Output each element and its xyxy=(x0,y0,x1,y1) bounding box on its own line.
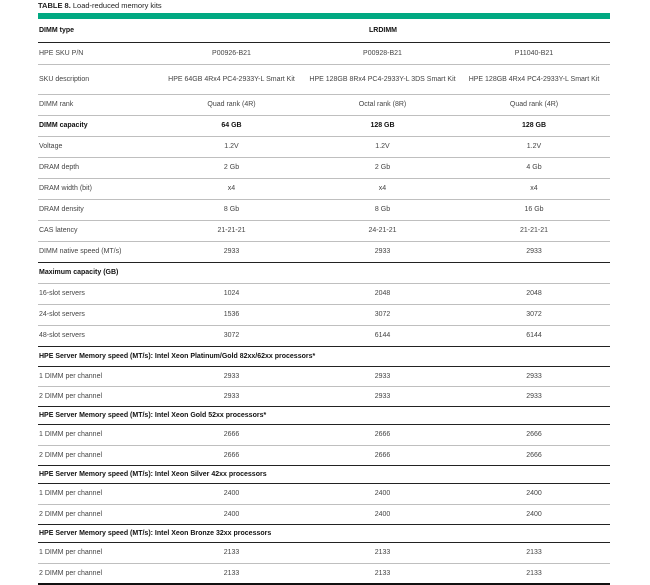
table-row xyxy=(38,115,610,136)
cell-value: 6144 xyxy=(526,332,542,339)
cell-value: 2933 xyxy=(223,392,240,400)
cell-value: 2933 xyxy=(223,372,240,380)
table-row xyxy=(38,157,610,178)
table-row xyxy=(38,94,610,115)
row-label: 2 DIMM per channel xyxy=(39,392,103,400)
cell-value: 2933 xyxy=(374,392,391,400)
row-label: DRAM width (bit) xyxy=(39,185,92,192)
cell-value: 21-21-21 xyxy=(217,227,246,234)
table-row xyxy=(38,445,610,465)
table-row xyxy=(38,64,610,94)
table-number: TABLE 8. xyxy=(38,1,71,10)
table-row xyxy=(38,178,610,199)
cell-value: 2666 xyxy=(526,431,542,438)
table-row xyxy=(38,42,610,64)
memory-kits-table xyxy=(38,20,610,585)
row-label: DRAM density xyxy=(39,206,84,213)
table-row xyxy=(38,136,610,157)
header-dimm-type: LRDIMM xyxy=(369,27,397,35)
cell-value: 2933 xyxy=(374,248,391,255)
cell-value: 2666 xyxy=(223,431,240,438)
row-label: 48-slot servers xyxy=(39,332,85,339)
table-row xyxy=(38,504,610,524)
cell-value: 2400 xyxy=(223,490,240,497)
section-heading: HPE Server Memory speed (MT/s): Intel Xeon Silver 42xx processors xyxy=(38,465,610,483)
cell-value: HPE 128GB 4Rx4 PC4-2933Y-L Smart Kit xyxy=(468,75,600,83)
cell-value: 2400 xyxy=(374,490,391,497)
cell-value: 2400 xyxy=(526,510,542,518)
section-heading: HPE Server Memory speed (MT/s): Intel Xeon Platinum/Gold 82xx/62xx processors* xyxy=(38,346,610,366)
row-label: 2 DIMM per channel xyxy=(39,510,103,518)
header-label: DIMM type xyxy=(39,27,74,35)
cell-value: 2400 xyxy=(526,490,542,497)
table-row xyxy=(38,424,610,445)
accent-bar xyxy=(38,13,610,19)
cell-value: 16 Gb xyxy=(524,206,544,213)
cell-value: 1.2V xyxy=(375,143,390,150)
section-row xyxy=(38,346,610,366)
row-label: 16-slot servers xyxy=(39,290,85,297)
table-row xyxy=(38,283,610,304)
cell-value: x4 xyxy=(378,185,387,192)
cell-value: 2666 xyxy=(374,431,391,438)
cell-value: P00928-B21 xyxy=(363,49,402,57)
table-caption xyxy=(38,1,162,10)
cell-value: P00926-B21 xyxy=(212,49,251,57)
row-label: CAS latency xyxy=(39,227,78,234)
cell-value: HPE 128GB 8Rx4 PC4-2933Y-L 3DS Smart Kit xyxy=(309,75,456,83)
cell-value: 128 GB xyxy=(521,122,547,129)
cell-value: 21-21-21 xyxy=(519,227,549,234)
cell-value: 128 GB xyxy=(370,122,395,129)
cell-value: 6144 xyxy=(374,332,391,339)
cell-value: x4 xyxy=(530,185,538,192)
table-row xyxy=(38,325,610,346)
row-label: 1 DIMM per channel xyxy=(39,490,103,497)
table-header-row xyxy=(38,20,610,42)
cell-value: Quad rank (4R) xyxy=(509,101,559,108)
section-row xyxy=(38,262,610,283)
cell-value: 2666 xyxy=(223,451,240,459)
row-label: 2 DIMM per channel xyxy=(39,451,103,459)
cell-value: 2133 xyxy=(526,549,542,556)
cell-value: 2133 xyxy=(526,569,542,577)
row-label: 2 DIMM per channel xyxy=(39,569,103,577)
cell-value: 2400 xyxy=(374,510,391,518)
cell-value: 3072 xyxy=(374,311,391,318)
cell-value: 2133 xyxy=(223,549,240,556)
cell-value: 2400 xyxy=(223,510,240,518)
cell-value: 2 Gb xyxy=(374,164,391,171)
cell-value: 3072 xyxy=(526,311,542,318)
cell-value: 2133 xyxy=(374,549,391,556)
row-label: DRAM depth xyxy=(39,164,80,171)
table-row xyxy=(38,563,610,584)
cell-value: 1024 xyxy=(223,290,240,297)
cell-value: 1536 xyxy=(223,311,240,318)
table-row xyxy=(38,220,610,241)
table-row xyxy=(38,483,610,504)
table-row xyxy=(38,241,610,262)
row-label: DIMM native speed (MT/s) xyxy=(39,248,122,255)
cell-value: 2933 xyxy=(526,248,542,255)
section-row xyxy=(38,524,610,542)
cell-value: 3072 xyxy=(223,332,240,339)
cell-value: 64 GB xyxy=(221,122,242,129)
cell-value: Quad rank (4R) xyxy=(207,101,256,108)
section-row xyxy=(38,465,610,483)
cell-value: 2133 xyxy=(374,569,391,577)
cell-value: 2933 xyxy=(526,392,542,400)
cell-value: 2133 xyxy=(223,569,240,577)
row-label: 1 DIMM per channel xyxy=(39,372,103,380)
cell-value: 2048 xyxy=(374,290,391,297)
cell-value: 2666 xyxy=(526,451,542,459)
table-row xyxy=(38,386,610,406)
cell-value: 2933 xyxy=(374,372,391,380)
row-label: DIMM rank xyxy=(39,101,74,108)
cell-value: HPE 64GB 4Rx4 PC4-2933Y-L Smart Kit xyxy=(168,75,295,83)
cell-value: 2933 xyxy=(223,248,240,255)
cell-value: 8 Gb xyxy=(374,206,391,213)
section-row xyxy=(38,406,610,424)
row-label: 24-slot servers xyxy=(39,311,85,318)
row-label: HPE SKU P/N xyxy=(39,49,84,57)
row-label: Voltage xyxy=(39,143,63,150)
section-heading: HPE Server Memory speed (MT/s): Intel Xeon Gold 52xx processors* xyxy=(38,406,610,424)
table-row xyxy=(38,366,610,386)
cell-value: 2666 xyxy=(374,451,391,459)
cell-value: 2 Gb xyxy=(223,164,240,171)
row-label: DIMM capacity xyxy=(39,122,88,129)
section-heading: HPE Server Memory speed (MT/s): Intel Xeon Bronze 32xx processors xyxy=(38,524,610,542)
cell-value: 4 Gb xyxy=(526,164,542,171)
table-row xyxy=(38,199,610,220)
row-label: SKU description xyxy=(39,75,90,83)
row-label: 1 DIMM per channel xyxy=(39,549,103,556)
table-row xyxy=(38,304,610,325)
table-row xyxy=(38,542,610,563)
row-label: 1 DIMM per channel xyxy=(39,431,103,438)
section-heading: Maximum capacity (GB) xyxy=(39,269,119,276)
cell-value: Octal rank (8R) xyxy=(358,101,407,108)
cell-value: 2048 xyxy=(526,290,542,297)
table-title: Load-reduced memory kits xyxy=(72,1,162,10)
cell-value: 24-21-21 xyxy=(368,227,397,234)
cell-value: 1.2V xyxy=(526,143,542,150)
cell-value: 2933 xyxy=(526,372,542,380)
cell-value: 8 Gb xyxy=(223,206,240,213)
cell-value: x4 xyxy=(227,185,236,192)
cell-value: 1.2V xyxy=(224,143,239,150)
cell-value: P11040-B21 xyxy=(514,49,554,57)
